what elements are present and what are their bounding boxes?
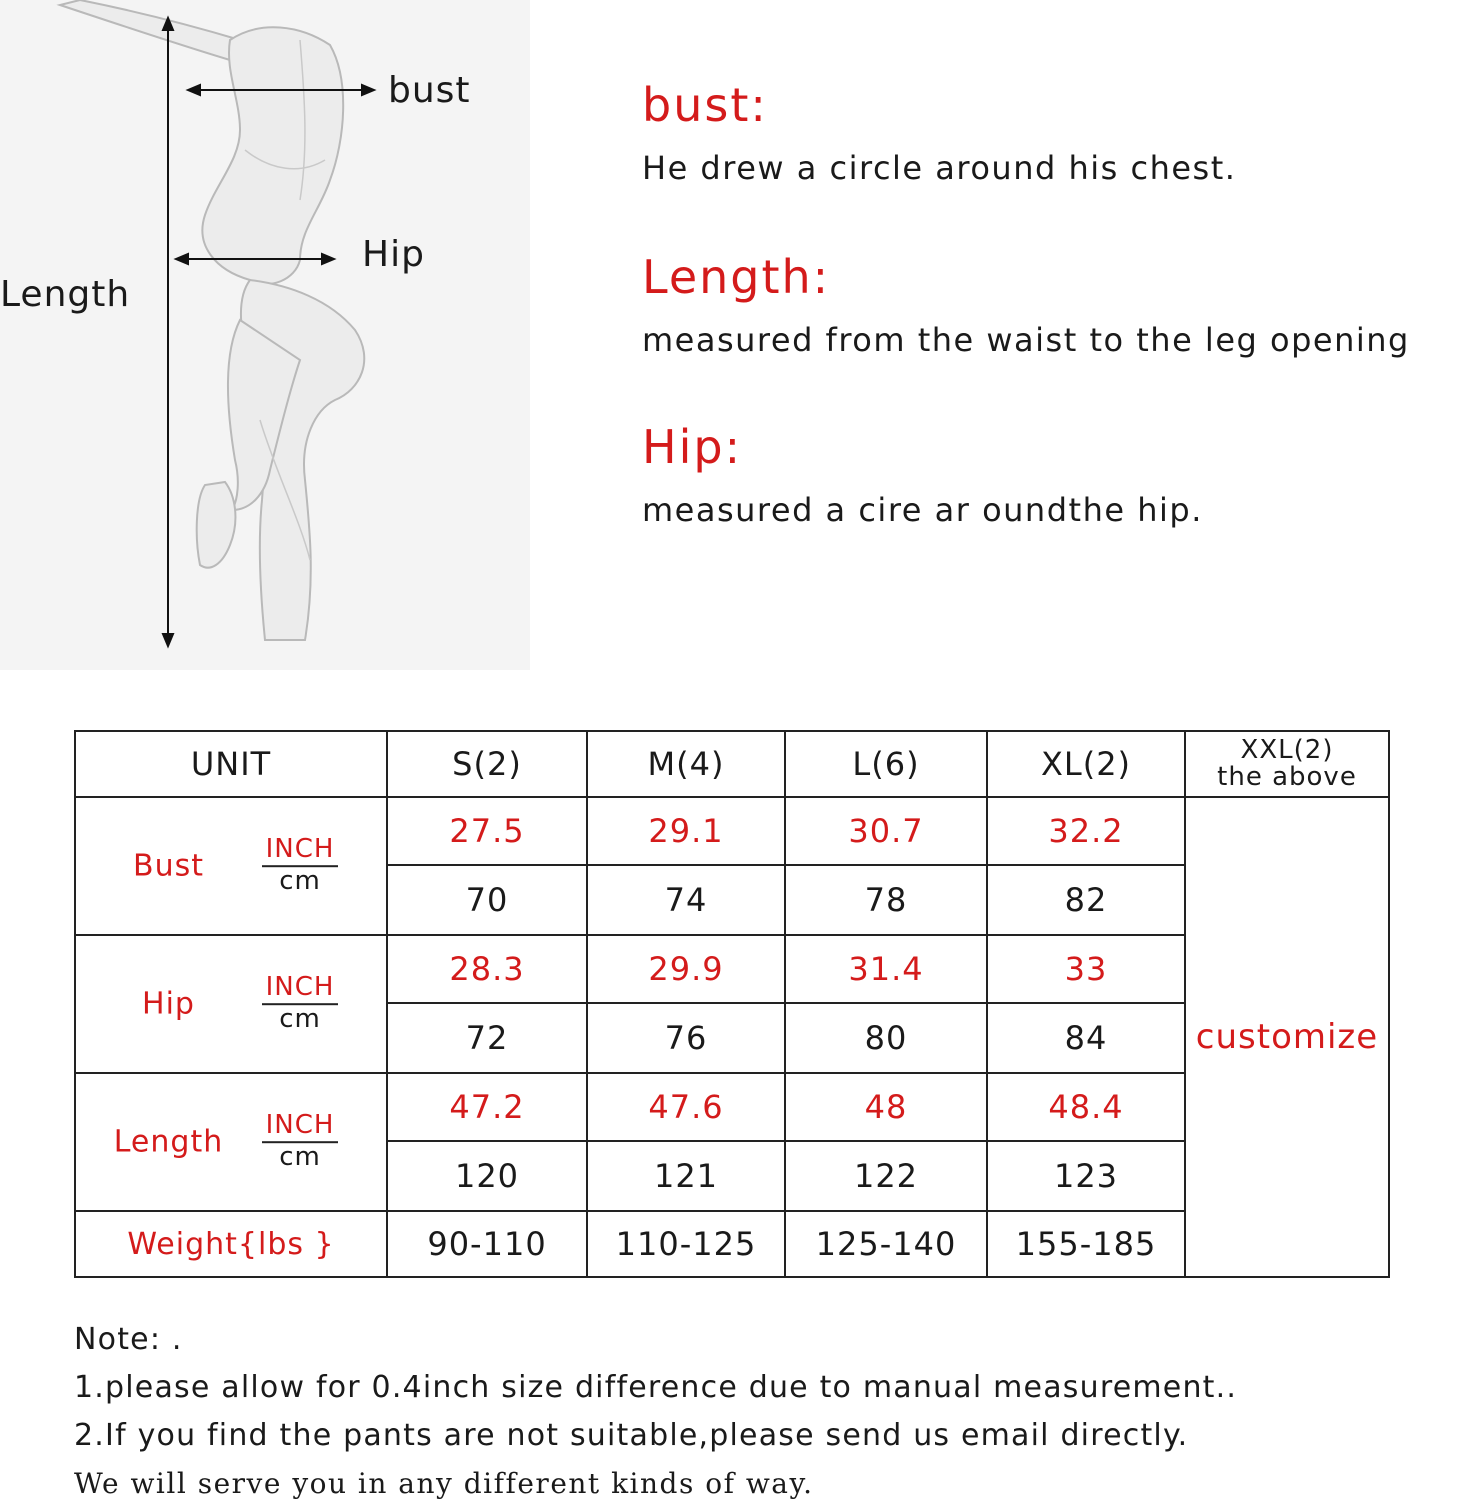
definition-text: measured a cire ar oundthe hip.	[642, 491, 1203, 529]
cm-value: 122	[785, 1141, 987, 1211]
inch-value: 29.9	[587, 935, 785, 1003]
note-line: We will serve you in any different kinds of way.	[74, 1467, 814, 1500]
inch-value: 27.5	[387, 797, 587, 865]
measure-name: Length	[113, 1124, 224, 1160]
inch-value: 47.6	[587, 1073, 785, 1141]
cm-value: 82	[987, 865, 1185, 935]
measure-unit-cell	[75, 1073, 387, 1211]
size-header: L(6)	[785, 731, 987, 797]
note-heading: Note: .	[74, 1322, 183, 1357]
definition-title: bust:	[642, 78, 768, 132]
notes-section	[74, 1316, 1237, 1508]
cm-value: 120	[387, 1141, 587, 1211]
definition-title: Length:	[642, 250, 831, 304]
size-header: M(4)	[587, 731, 785, 797]
note-line: 2.If you find the pants are not suitable,please send us email directly.	[74, 1418, 1189, 1453]
unit-inch: INCH	[262, 1112, 338, 1143]
measure-unit-cell	[75, 935, 387, 1073]
inch-value: 33	[987, 935, 1185, 1003]
definition-title: Hip:	[642, 420, 743, 474]
cm-value: 72	[387, 1003, 587, 1073]
table-header-row	[75, 731, 1389, 797]
hip-definition	[642, 420, 1203, 529]
unit-inch: INCH	[262, 836, 338, 867]
unit-inch: INCH	[262, 974, 338, 1005]
unit-stack	[262, 836, 338, 896]
bust-label: bust	[388, 70, 471, 111]
size-chart-table	[74, 730, 1390, 1278]
weight-value: 155-185	[987, 1211, 1185, 1277]
inch-value: 28.3	[387, 935, 587, 1003]
measure-name: Bust	[133, 848, 204, 884]
cm-value: 76	[587, 1003, 785, 1073]
weight-value: 90-110	[387, 1211, 587, 1277]
xxl-header	[1185, 731, 1389, 797]
inch-value: 30.7	[785, 797, 987, 865]
measure-unit-cell	[75, 797, 387, 935]
unit-stack	[262, 974, 338, 1034]
inch-value: 31.4	[785, 935, 987, 1003]
xxl-header-line2: the above	[1217, 762, 1357, 792]
unit-cm: cm	[279, 1142, 321, 1173]
definition-text: He drew a circle around his chest.	[642, 149, 1237, 187]
cm-value: 78	[785, 865, 987, 935]
cm-value: 84	[987, 1003, 1185, 1073]
length-definition	[642, 250, 1410, 359]
bust-definition	[642, 78, 1237, 187]
xxl-header-line1: XXL(2)	[1240, 734, 1334, 765]
measure-name: Hip	[142, 986, 195, 1022]
length-label: Length	[0, 274, 131, 315]
hip-label: Hip	[362, 234, 425, 275]
inch-value: 47.2	[387, 1073, 587, 1141]
cm-value: 70	[387, 865, 587, 935]
table-row	[75, 797, 1389, 865]
cm-value: 121	[587, 1141, 785, 1211]
unit-cm: cm	[279, 866, 321, 897]
weight-value: 110-125	[587, 1211, 785, 1277]
unit-header: UNIT	[75, 731, 387, 797]
size-header: S(2)	[387, 731, 587, 797]
cm-value: 123	[987, 1141, 1185, 1211]
inch-value: 29.1	[587, 797, 785, 865]
cm-value: 80	[785, 1003, 987, 1073]
size-header: XL(2)	[987, 731, 1185, 797]
unit-cm: cm	[279, 1004, 321, 1035]
measurement-figure	[0, 0, 530, 670]
weight-value: 125-140	[785, 1211, 987, 1277]
unit-stack	[262, 1112, 338, 1172]
weight-label: Weight{lbs }	[75, 1211, 387, 1277]
inch-value: 48.4	[987, 1073, 1185, 1141]
definition-text: measured from the waist to the leg opening	[642, 321, 1410, 359]
note-line: 1.please allow for 0.4inch size difference due to manual measurement..	[74, 1370, 1238, 1405]
cm-value: 74	[587, 865, 785, 935]
inch-value: 48	[785, 1073, 987, 1141]
inch-value: 32.2	[987, 797, 1185, 865]
customize-cell: customize	[1185, 797, 1389, 1277]
